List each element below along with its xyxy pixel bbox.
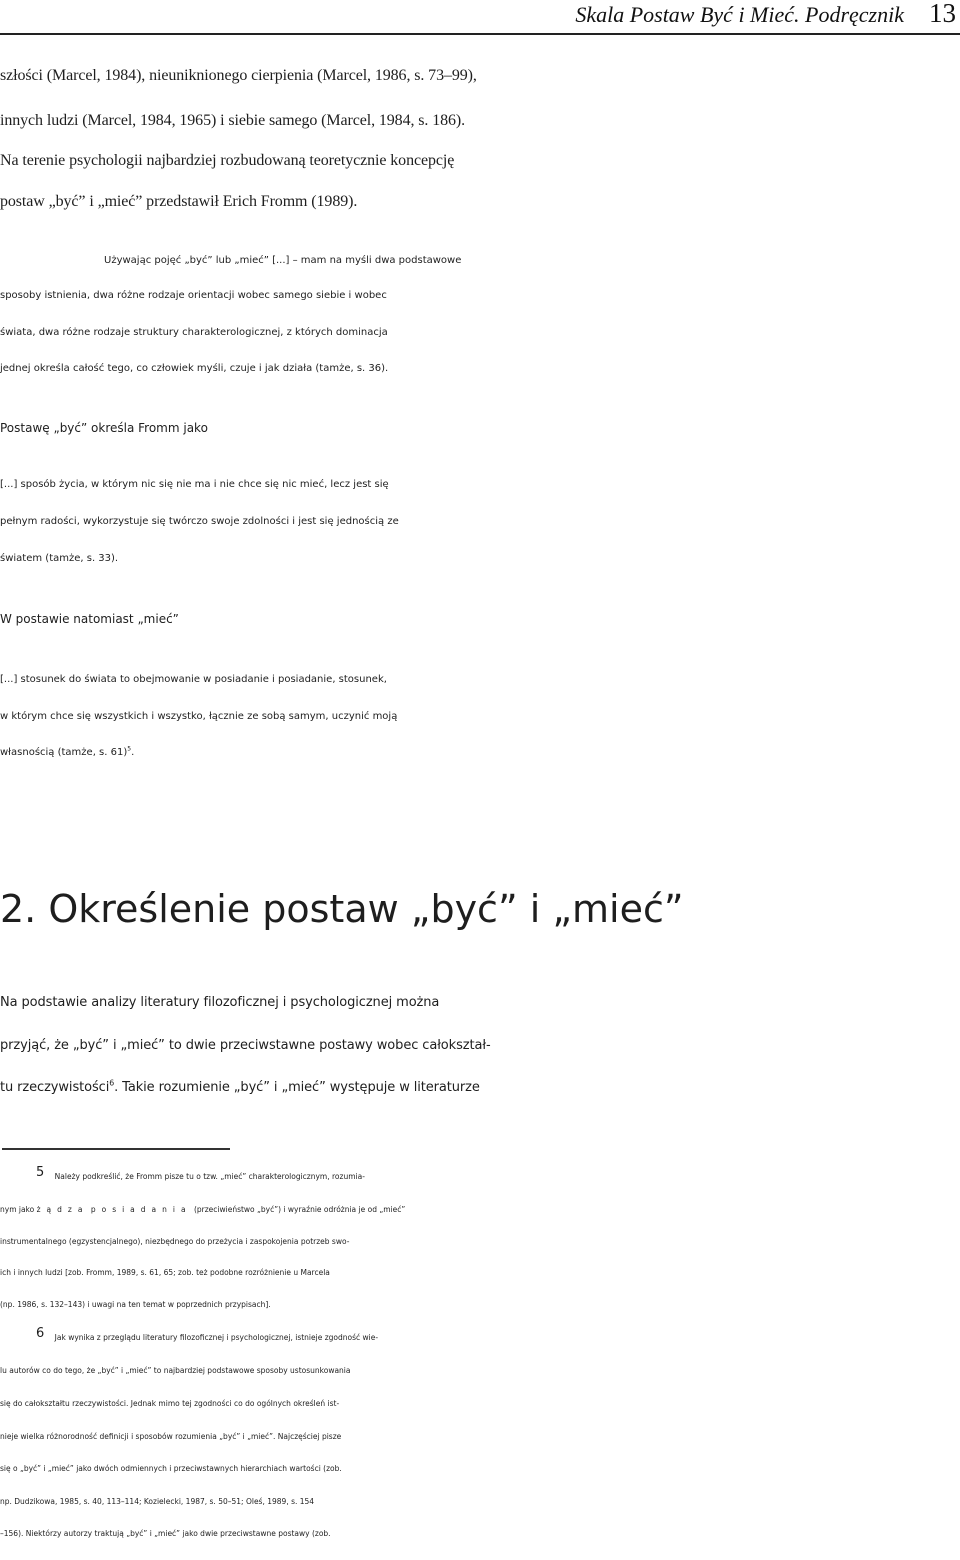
- footnote-line: instrumentalnego (egzystencjalnego), niezbędnego do przeżycia i zaspokojenia potrzeb swo-: [0, 1237, 350, 1246]
- text-line: [0, 1080, 960, 1095]
- footnote-text: (przeciwieństwo „być”) i wyraźnie odróżnia je od „mieć”: [191, 1205, 406, 1214]
- footnote-line: [0, 1325, 960, 1342]
- text-line: Na terenie psychologii najbardziej rozbudowaną teoretycznie koncepcję: [0, 152, 455, 169]
- text-line: innych ludzi (Marcel, 1984, 1965) i siebie samego (Marcel, 1984, s. 186).: [0, 112, 466, 129]
- text-segment: . Takie rozumienie „być” i „mieć” występuje w literaturze: [114, 1080, 480, 1095]
- footnote-line: np. Dudzikowa, 1985, s. 40, 113–114; Kozielecki, 1987, s. 50–51; Oleś, 1989, s. 154: [0, 1497, 315, 1506]
- footnote-spaced-text: posiadania: [90, 1205, 192, 1214]
- quote-line-text: własnością (tamże, s. 61): [0, 747, 128, 758]
- text-line: przyjąć, że „być” i „mieć” to dwie przeciwstawne postawy wobec całokształ-: [0, 1038, 491, 1053]
- text-segment: tu rzeczywistości: [0, 1080, 110, 1095]
- quote-line: światem (tamże, s. 33).: [0, 553, 119, 564]
- text-line: Na podstawie analizy literatury filozoficznej i psychologicznej można: [0, 995, 440, 1010]
- footnote-spaced-text: żądza: [36, 1205, 89, 1214]
- footnote-ref-5[interactable]: 5: [127, 745, 132, 753]
- footnote-ref-6[interactable]: 6: [109, 1078, 115, 1088]
- footnote-number: 5: [36, 1164, 45, 1180]
- footnote-line: nieje wielka różnorodność definicji i sposobów rozumienia „być” i „mieć”. Najczęściej pisze: [0, 1432, 342, 1441]
- footnote-line: [0, 1205, 960, 1214]
- text-line: postaw „być” i „mieć” przedstawił Erich Fromm (1989).: [0, 193, 358, 210]
- footnote-line: [0, 1164, 960, 1181]
- header-rule: [0, 33, 960, 35]
- quote-line: [...] stosunek do świata to obejmowanie w posiadanie i posiadanie, stosunek,: [0, 674, 387, 685]
- quote-line: [...] sposób życia, w którym nic się nie ma i nie chce się nic mieć, lecz jest się: [0, 479, 389, 490]
- quote-end: .: [131, 747, 135, 758]
- page-header: [0, 0, 960, 40]
- quote-line: jednej określa całość tego, co człowiek myśli, czuje i jak działa (tamże, s. 36).: [0, 363, 389, 374]
- page-number: 13: [929, 0, 956, 28]
- footnote-number: 6: [36, 1325, 45, 1341]
- footnote-line: lu autorów co do tego, że „być” i „mieć” to najbardziej podstawowe sposoby ustosunkowania: [0, 1366, 351, 1375]
- quote-line: [0, 747, 960, 758]
- quote-line: w którym chce się wszystkich i wszystko, łącznie ze sobą samym, uczynić moją: [0, 711, 398, 722]
- footnote-line: się do całokształtu rzeczywistości. Jednak mimo tej zgodności co do ogólnych określeń ist-: [0, 1399, 340, 1408]
- section-heading: 2. Określenie postaw „być” i „mieć”: [0, 887, 684, 931]
- footnote-separator: [2, 1148, 230, 1150]
- quote-intro-byc: Postawę „być” określa Fromm jako: [0, 421, 208, 435]
- footnote-line: –156). Niektórzy autorzy traktują „być” i „mieć” jako dwie przeciwstawne postawy (zob.: [0, 1529, 331, 1538]
- footnote-text: nym jako: [0, 1205, 37, 1214]
- footnote-text: Należy podkreślić, że Fromm pisze tu o tzw. „mieć” charakterologicznym, rozumia-: [54, 1172, 365, 1181]
- text-line: szłości (Marcel, 1984), nieuniknionego cierpienia (Marcel, 1986, s. 73–99),: [0, 67, 477, 84]
- footnote-text: Jak wynika z przeglądu literatury filozoficznej i psychologicznej, istnieje zgodność wie-: [54, 1333, 379, 1342]
- quote-line: pełnym radości, wykorzystuje się twórczo swoje zdolności i jest się jednością ze: [0, 516, 399, 527]
- quote-line: świata, dwa różne rodzaje struktury charakterologicznej, z których dominacja: [0, 327, 388, 338]
- footnote-line: się o „być” i „mieć” jako dwóch odmiennych i przeciwstawnych hierarchiach wartości (zob.: [0, 1464, 342, 1473]
- quote-line: sposoby istnienia, dwa różne rodzaje orientacji wobec samego siebie i wobec: [0, 290, 387, 301]
- quote-line: [0, 255, 960, 266]
- quote-intro-miec: W postawie natomiast „mieć”: [0, 612, 179, 626]
- footnote-line: ich i innych ludzi [zob. Fromm, 1989, s. 61, 65; zob. też podobne rozróżnienie u Marcela: [0, 1268, 330, 1277]
- running-title: Skala Postaw Być i Mieć. Podręcznik: [575, 2, 904, 27]
- quote-line-text: Używając pojęć „być” lub „mieć” [...] – mam na myśli dwa podstawowe: [104, 255, 462, 266]
- footnote-line: (np. 1986, s. 132–143) i uwagi na ten temat w poprzednich przypisach].: [0, 1300, 271, 1309]
